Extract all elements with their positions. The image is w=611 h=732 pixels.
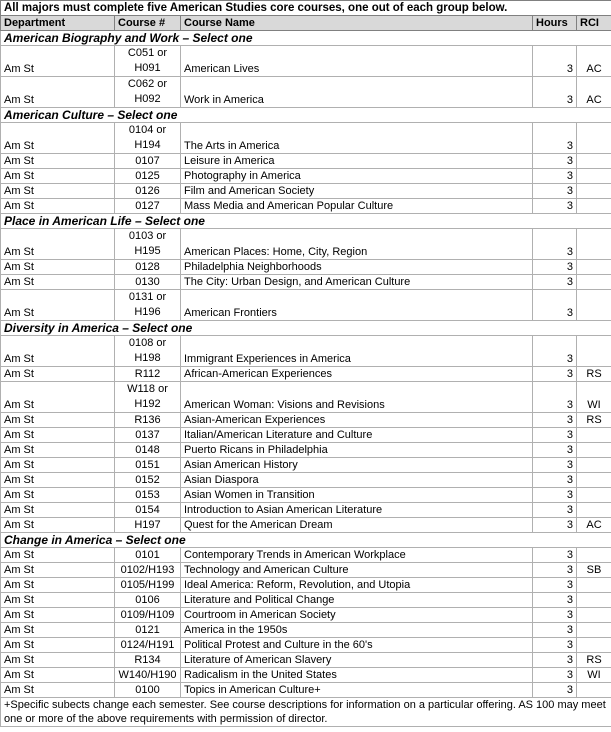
hours-cell: 3	[533, 608, 577, 623]
course-number-cell: 0125	[115, 169, 181, 184]
header-course-name: Course Name	[181, 16, 533, 31]
department-cell: Am St	[1, 382, 115, 413]
course-number-cell: 0109/H109	[115, 608, 181, 623]
table-row	[1, 638, 611, 653]
hours-cell: 3	[533, 184, 577, 199]
hours-cell: 3	[533, 668, 577, 683]
hours-cell: 3	[533, 518, 577, 533]
rci-cell	[577, 623, 611, 638]
group-title: Change in America – Select one	[1, 533, 611, 548]
course-name-cell: The Arts in America	[181, 123, 533, 154]
course-number-cell: 0130	[115, 275, 181, 290]
rci-cell	[577, 638, 611, 653]
course-name-cell: Literature of American Slavery	[181, 653, 533, 668]
course-number-cell: 0128	[115, 260, 181, 275]
table-row	[1, 473, 611, 488]
table-row	[1, 623, 611, 638]
course-number-cell: 0126	[115, 184, 181, 199]
course-name-cell: Topics in American Culture+	[181, 683, 533, 698]
hours-cell: 3	[533, 229, 577, 260]
hours-cell: 3	[533, 46, 577, 77]
table-row	[1, 184, 611, 199]
table-row	[1, 382, 611, 413]
department-cell: Am St	[1, 593, 115, 608]
hours-cell: 3	[533, 548, 577, 563]
table-row	[1, 488, 611, 503]
department-cell: Am St	[1, 623, 115, 638]
table-row	[1, 563, 611, 578]
course-number-cell: C062 or H092	[115, 77, 181, 108]
table-row	[1, 367, 611, 382]
course-name-cell: Courtroom in American Society	[181, 608, 533, 623]
rci-cell	[577, 169, 611, 184]
table-row	[1, 443, 611, 458]
course-number-cell: 0152	[115, 473, 181, 488]
course-name-cell: The City: Urban Design, and American Culture	[181, 275, 533, 290]
course-name-cell: Leisure in America	[181, 154, 533, 169]
hours-cell: 3	[533, 367, 577, 382]
course-name-cell: Radicalism in the United States	[181, 668, 533, 683]
group-title: Diversity in America – Select one	[1, 321, 611, 336]
page-title: All majors must complete five American Studies core courses, one out of each group below.	[1, 1, 611, 16]
rci-cell	[577, 123, 611, 154]
rci-cell	[577, 154, 611, 169]
rci-cell	[577, 275, 611, 290]
course-number-cell: 0121	[115, 623, 181, 638]
rci-cell	[577, 548, 611, 563]
hours-cell: 3	[533, 638, 577, 653]
table-row	[1, 683, 611, 698]
group-header-row	[1, 214, 611, 229]
rci-cell	[577, 458, 611, 473]
course-name-cell: Film and American Society	[181, 184, 533, 199]
rci-cell	[577, 428, 611, 443]
table-row	[1, 123, 611, 154]
course-number-cell: W118 or H192	[115, 382, 181, 413]
table-row	[1, 653, 611, 668]
department-cell: Am St	[1, 638, 115, 653]
table-row	[1, 518, 611, 533]
rci-cell: RS	[577, 367, 611, 382]
rci-cell	[577, 336, 611, 367]
table-row	[1, 578, 611, 593]
hours-cell: 3	[533, 488, 577, 503]
course-name-cell: Asian Diaspora	[181, 473, 533, 488]
course-number-cell: W140/H190	[115, 668, 181, 683]
department-cell: Am St	[1, 336, 115, 367]
department-cell: Am St	[1, 428, 115, 443]
hours-cell: 3	[533, 623, 577, 638]
group-header-row	[1, 321, 611, 336]
course-name-cell: Mass Media and American Popular Culture	[181, 199, 533, 214]
course-name-cell: Asian-American Experiences	[181, 413, 533, 428]
header-rci: RCI	[577, 16, 611, 31]
department-cell: Am St	[1, 123, 115, 154]
rci-cell	[577, 488, 611, 503]
course-number-cell: 0148	[115, 443, 181, 458]
title-row	[1, 1, 611, 16]
table-row	[1, 428, 611, 443]
department-cell: Am St	[1, 367, 115, 382]
hours-cell: 3	[533, 169, 577, 184]
department-cell: Am St	[1, 473, 115, 488]
course-number-cell: 0107	[115, 154, 181, 169]
department-cell: Am St	[1, 77, 115, 108]
rci-cell: RS	[577, 413, 611, 428]
department-cell: Am St	[1, 578, 115, 593]
table-row	[1, 199, 611, 214]
department-cell: Am St	[1, 154, 115, 169]
rci-cell	[577, 199, 611, 214]
rci-cell	[577, 578, 611, 593]
course-name-cell: American Places: Home, City, Region	[181, 229, 533, 260]
hours-cell: 3	[533, 473, 577, 488]
table-row	[1, 154, 611, 169]
hours-cell: 3	[533, 154, 577, 169]
department-cell: Am St	[1, 46, 115, 77]
header-department: Department	[1, 16, 115, 31]
group-title: American Biography and Work – Select one	[1, 31, 611, 46]
table-row	[1, 275, 611, 290]
table-row	[1, 548, 611, 563]
hours-cell: 3	[533, 336, 577, 367]
group-title: American Culture – Select one	[1, 108, 611, 123]
rci-cell: SB	[577, 563, 611, 578]
course-number-cell: 0102/H193	[115, 563, 181, 578]
course-name-cell: Philadelphia Neighborhoods	[181, 260, 533, 275]
course-number-cell: 0108 or H198	[115, 336, 181, 367]
department-cell: Am St	[1, 458, 115, 473]
course-name-cell: Immigrant Experiences in America	[181, 336, 533, 367]
course-name-cell: American Woman: Visions and Revisions	[181, 382, 533, 413]
hours-cell: 3	[533, 382, 577, 413]
rci-cell: AC	[577, 77, 611, 108]
department-cell: Am St	[1, 184, 115, 199]
department-cell: Am St	[1, 260, 115, 275]
course-number-cell: H197	[115, 518, 181, 533]
rci-cell	[577, 593, 611, 608]
table-row	[1, 458, 611, 473]
course-name-cell: Work in America	[181, 77, 533, 108]
rci-cell	[577, 229, 611, 260]
course-name-cell: Contemporary Trends in American Workplace	[181, 548, 533, 563]
rci-cell	[577, 473, 611, 488]
table-row	[1, 668, 611, 683]
course-number-cell: R136	[115, 413, 181, 428]
course-name-cell: American Frontiers	[181, 290, 533, 321]
hours-cell: 3	[533, 199, 577, 214]
course-number-cell: R134	[115, 653, 181, 668]
department-cell: Am St	[1, 290, 115, 321]
department-cell: Am St	[1, 199, 115, 214]
footnote-row	[1, 698, 611, 727]
course-number-cell: 0153	[115, 488, 181, 503]
hours-cell: 3	[533, 77, 577, 108]
department-cell: Am St	[1, 443, 115, 458]
rci-cell	[577, 184, 611, 199]
group-header-row	[1, 108, 611, 123]
hours-cell: 3	[533, 275, 577, 290]
rci-cell	[577, 260, 611, 275]
hours-cell: 3	[533, 563, 577, 578]
hours-cell: 3	[533, 428, 577, 443]
course-number-cell: 0154	[115, 503, 181, 518]
hours-cell: 3	[533, 123, 577, 154]
course-number-cell: 0101	[115, 548, 181, 563]
department-cell: Am St	[1, 653, 115, 668]
hours-cell: 3	[533, 260, 577, 275]
rci-cell	[577, 683, 611, 698]
course-number-cell: C051 or H091	[115, 46, 181, 77]
department-cell: Am St	[1, 548, 115, 563]
rci-cell: WI	[577, 668, 611, 683]
table-row	[1, 608, 611, 623]
department-cell: Am St	[1, 169, 115, 184]
course-name-cell: Photography in America	[181, 169, 533, 184]
table-row	[1, 503, 611, 518]
course-name-cell: Asian Women in Transition	[181, 488, 533, 503]
course-name-cell: Italian/American Literature and Culture	[181, 428, 533, 443]
department-cell: Am St	[1, 683, 115, 698]
department-cell: Am St	[1, 413, 115, 428]
rci-cell	[577, 503, 611, 518]
table-row	[1, 336, 611, 367]
group-title: Place in American Life – Select one	[1, 214, 611, 229]
course-name-cell: Ideal America: Reform, Revolution, and Utopia	[181, 578, 533, 593]
department-cell: Am St	[1, 503, 115, 518]
course-number-cell: 0131 or H196	[115, 290, 181, 321]
hours-cell: 3	[533, 290, 577, 321]
course-name-cell: Quest for the American Dream	[181, 518, 533, 533]
table-row	[1, 77, 611, 108]
header-row	[1, 16, 611, 31]
course-number-cell: 0137	[115, 428, 181, 443]
course-number-cell: R112	[115, 367, 181, 382]
department-cell: Am St	[1, 608, 115, 623]
course-name-cell: Introduction to Asian American Literature	[181, 503, 533, 518]
course-name-cell: Puerto Ricans in Philadelphia	[181, 443, 533, 458]
course-number-cell: 0105/H199	[115, 578, 181, 593]
course-number-cell: 0103 or H195	[115, 229, 181, 260]
course-number-cell: 0100	[115, 683, 181, 698]
header-course: Course #	[115, 16, 181, 31]
group-header-row	[1, 31, 611, 46]
hours-cell: 3	[533, 443, 577, 458]
department-cell: Am St	[1, 488, 115, 503]
course-name-cell: Technology and American Culture	[181, 563, 533, 578]
footnote: +Specific subects change each semester. See course descriptions for information on a particular offering. AS 100 may meet one or more of the above requirements with permission of director.	[1, 698, 611, 727]
rci-cell: WI	[577, 382, 611, 413]
course-name-cell: American Lives	[181, 46, 533, 77]
group-header-row	[1, 533, 611, 548]
hours-cell: 3	[533, 653, 577, 668]
rci-cell: AC	[577, 518, 611, 533]
hours-cell: 3	[533, 683, 577, 698]
rci-cell	[577, 290, 611, 321]
table-row	[1, 169, 611, 184]
table-row	[1, 46, 611, 77]
rci-cell: RS	[577, 653, 611, 668]
course-name-cell: America in the 1950s	[181, 623, 533, 638]
department-cell: Am St	[1, 668, 115, 683]
hours-cell: 3	[533, 503, 577, 518]
department-cell: Am St	[1, 563, 115, 578]
course-number-cell: 0106	[115, 593, 181, 608]
course-name-cell: Political Protest and Culture in the 60's	[181, 638, 533, 653]
department-cell: Am St	[1, 518, 115, 533]
rci-cell: AC	[577, 46, 611, 77]
rci-cell	[577, 608, 611, 623]
table-row	[1, 260, 611, 275]
course-number-cell: 0151	[115, 458, 181, 473]
course-number-cell: 0104 or H194	[115, 123, 181, 154]
table-row	[1, 593, 611, 608]
course-name-cell: African-American Experiences	[181, 367, 533, 382]
hours-cell: 3	[533, 458, 577, 473]
course-number-cell: 0127	[115, 199, 181, 214]
course-name-cell: Literature and Political Change	[181, 593, 533, 608]
course-number-cell: 0124/H191	[115, 638, 181, 653]
hours-cell: 3	[533, 413, 577, 428]
rci-cell	[577, 443, 611, 458]
table-row	[1, 290, 611, 321]
table-row	[1, 413, 611, 428]
hours-cell: 3	[533, 578, 577, 593]
header-hours: Hours	[533, 16, 577, 31]
hours-cell: 3	[533, 593, 577, 608]
course-name-cell: Asian American History	[181, 458, 533, 473]
table-row	[1, 229, 611, 260]
department-cell: Am St	[1, 229, 115, 260]
department-cell: Am St	[1, 275, 115, 290]
